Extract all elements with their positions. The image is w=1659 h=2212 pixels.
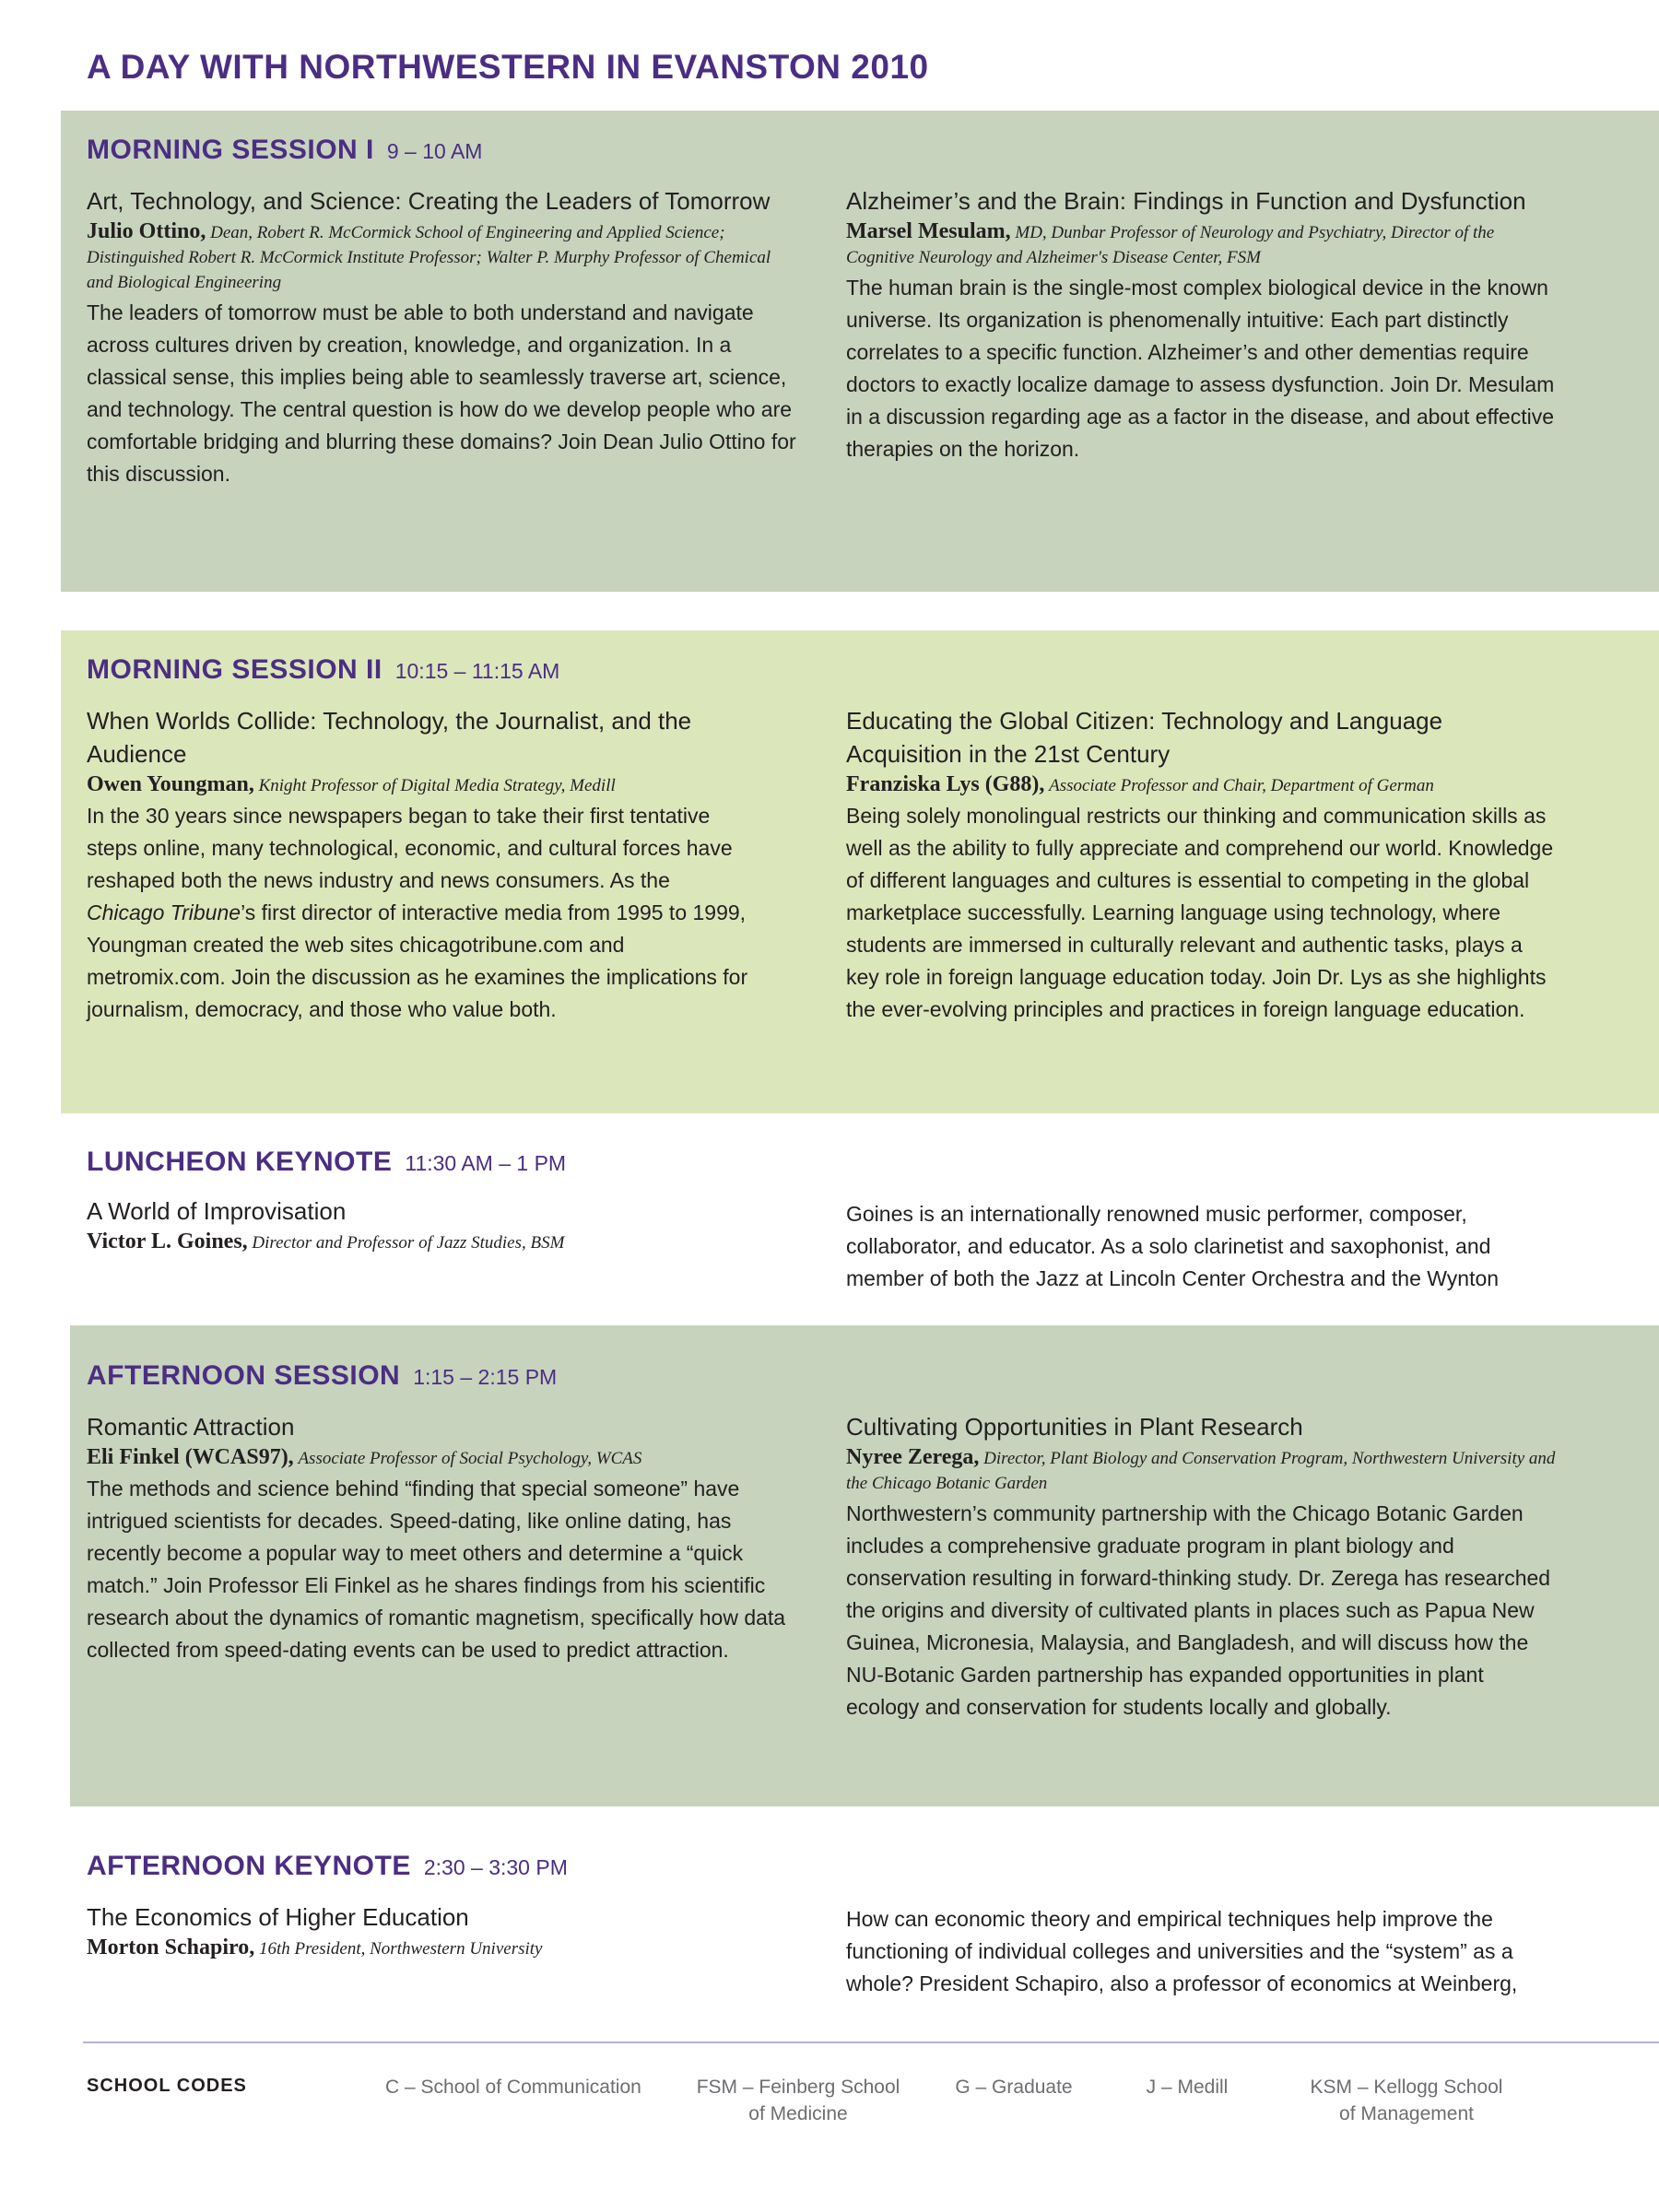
afternoon-keynote-heading: [87, 1851, 568, 1882]
speaker-line: [87, 1936, 796, 1961]
school-code-j: [1123, 2074, 1252, 2100]
speaker-name: Owen Youngman,: [87, 772, 254, 796]
description-part-1: In the 30 years since newspapers began to take their first tentative steps online, many technological, economic, and cultural forces have reshaped both the news industry and news consumers. As the: [87, 804, 733, 892]
talk-description: How can economic theory and empirical techniques help improve the functioning of individual colleges and universities and the “system” as a whole? President Schapiro, also a professor of economics at Weinberg,: [846, 1907, 1518, 1995]
section-title: MORNING SESSION II: [87, 654, 382, 685]
talk-world-of-improvisation: [87, 1194, 796, 1255]
speaker-role: 16th President, Northwestern University: [258, 1939, 543, 1959]
section-title: AFTERNOON KEYNOTE: [87, 1851, 411, 1881]
talk-title: When Worlds Collide: Technology, the Journalist, and the Audience: [87, 707, 692, 768]
afternoon-keynote-description: [846, 1901, 1556, 2000]
section-time: 9 – 10 AM: [386, 139, 483, 163]
speaker-line: [846, 219, 1556, 270]
talk-art-technology-science: [87, 184, 796, 490]
talk-description: The human brain is the single-most complex biological device in the known universe. Its organization is phenomenally intuitive: Each part distinctly correlates to a specific function. Alzheimer’s and other dementias require doctors to exactly localize damage to assess dysfunction. Join Dr. Mesulam in a discussion regarding age as a factor in the disease, and about effective therapies on the horizon.: [846, 276, 1555, 461]
speaker-role: MD, Dunbar Professor of Neurology and Psychiatry, Director of the Cognitive Neurology and Alzheimer's Disease Center, FSM: [846, 223, 1495, 267]
school-codes-label: SCHOOL CODES: [87, 2076, 247, 2096]
speaker-name: Victor L. Goines,: [87, 1230, 248, 1253]
code-text-line-2: of Management: [1339, 2103, 1474, 2124]
talk-educating-global-citizen: [846, 704, 1556, 1026]
speaker-role: Associate Professor of Social Psychology, WCAS: [298, 1449, 642, 1468]
code-text: C – School of Communication: [385, 2077, 641, 2098]
speaker-name: Eli Finkel (WCAS97),: [87, 1445, 294, 1469]
talk-description: The methods and science behind “finding that special someone” have intrigued scientists for decades. Speed-dating, like online dating, has recently become a popular way to meet others and determine a “quick match.” Join Professor Eli Finkel as he shares findings from his scientific research about the dynamics of romantic magnetism, specifically how data collected from speed-dating events can be used to predict attraction.: [87, 1477, 786, 1662]
speaker-role: Director and Professor of Jazz Studies, BSM: [252, 1233, 565, 1253]
talk-description: The leaders of tomorrow must be able to both understand and navigate across cultures driven by creation, knowledge, and organization. In a classical sense, this implies being able to seamlessly traverse art, science, and technology. The central question is how do we develop people who are comfortable bridging and blurring these domains? Join Dean Julio Ottino for this discussion.: [87, 300, 796, 486]
speaker-name: Nyree Zerega,: [846, 1445, 980, 1469]
talk-plant-research: [846, 1410, 1556, 1724]
speaker-line: [846, 1445, 1556, 1496]
luncheon-keynote-heading: [87, 1147, 566, 1178]
school-code-ksm: [1287, 2074, 1526, 2127]
school-code-fsm: [688, 2074, 909, 2127]
talk-romantic-attraction: [87, 1410, 796, 1666]
code-text: G – Graduate: [955, 2077, 1073, 2098]
speaker-name: Marsel Mesulam,: [846, 219, 1011, 243]
section-time: 10:15 – 11:15 AM: [394, 659, 560, 683]
speaker-name: Julio Ottino,: [87, 219, 206, 243]
talk-description: Being solely monolingual restricts our thinking and communication skills as well as the ability to fully appreciate and comprehend our world. Knowledge of different languages and cultures is essential to competing in the global marketplace successfully. Learning language using technology, where students are immersed in culturally relevant and authentic tasks, plays a key role in foreign language education today. Join Dr. Lys as she highlights the ever-evolving principles and practices in foreign language education.: [846, 804, 1554, 1021]
speaker-role: Knight Professor of Digital Media Strategy, Medill: [258, 776, 616, 795]
afternoon-session-heading: [87, 1360, 557, 1392]
code-text: KSM – Kellogg School: [1310, 2077, 1503, 2098]
section-time: 2:30 – 3:30 PM: [423, 1855, 568, 1879]
code-text: J – Medill: [1146, 2077, 1229, 2098]
footer-divider: [83, 2041, 1659, 2043]
section-title: AFTERNOON SESSION: [87, 1360, 401, 1391]
school-code-c: [385, 2074, 662, 2100]
code-text-line-2: of Medicine: [748, 2103, 848, 2124]
speaker-role: Dean, Robert R. McCormick School of Engineering and Applied Science; Distinguished Robert R. McCormick Institute Professor; Walter P. Murphy Professor of Chemical and Biological Engineering: [87, 223, 771, 292]
speaker-line: [846, 772, 1556, 798]
morning-session-2-heading: [87, 654, 559, 686]
talk-title: Art, Technology, and Science: Creating the Leaders of Tomorrow: [87, 187, 771, 215]
school-code-g: [949, 2074, 1078, 2100]
talk-title: Alzheimer’s and the Brain: Findings in Function and Dysfunction: [846, 187, 1526, 215]
talk-description: Northwestern’s community partnership with the Chicago Botanic Garden includes a comprehensive graduate program in plant biology and conservation resulting in forward-thinking study. Dr. Zerega has researched the origins and diversity of cultivated plants in places such as Papua New Guinea, Micronesia, Malaysia, and Bangladesh, and will discuss how the NU-Botanic Garden partnership has expanded opportunities in plant ecology and conservation for students locally and globally.: [846, 1501, 1551, 1719]
code-text: FSM – Feinberg School: [696, 2077, 900, 2098]
talk-description: Goines is an internationally renowned music performer, composer, collaborator, and educator. As a solo clarinetist and saxophonist, and member of both the Jazz at Lincoln Center Orchestra and the Wynton: [846, 1202, 1500, 1290]
talk-title: Educating the Global Citizen: Technology and Language Acquisition in the 21st Century: [846, 707, 1443, 768]
talk-title: The Economics of Higher Education: [87, 1903, 469, 1931]
speaker-line: [87, 1445, 796, 1471]
talk-alzheimers-brain: [846, 184, 1556, 465]
talk-title: Cultivating Opportunities in Plant Research: [846, 1413, 1303, 1441]
talk-title: A World of Improvisation: [87, 1197, 347, 1225]
luncheon-description: [846, 1196, 1556, 1295]
section-title: LUNCHEON KEYNOTE: [87, 1147, 393, 1177]
page-title: A DAY WITH NORTHWESTERN IN EVANSTON 2010: [87, 48, 929, 86]
section-time: 1:15 – 2:15 PM: [413, 1365, 558, 1389]
section-title: MORNING SESSION I: [87, 135, 374, 165]
morning-session-1-heading: [87, 135, 482, 166]
speaker-role: Associate Professor and Chair, Department of German: [1049, 776, 1434, 795]
talk-economics-higher-education: [87, 1900, 796, 1961]
speaker-line: [87, 772, 750, 798]
description-part-2: ’s first director of interactive media from 1995 to 1999, Youngman created the web sites chicagotribune.com and metromix.com. Join the discussion as he examines the implications for journalism, democracy, and those who value both.: [87, 900, 748, 1021]
speaker-line: [87, 1230, 796, 1255]
talk-description: [87, 800, 750, 1026]
talk-when-worlds-collide: [87, 704, 750, 1026]
talk-title: Romantic Attraction: [87, 1413, 295, 1441]
speaker-line: [87, 219, 796, 295]
publication-name: Chicago Tribune: [87, 900, 241, 924]
speaker-role: Director, Plant Biology and Conservation Program, Northwestern University and the Chicago Botanic Garden: [846, 1449, 1556, 1493]
speaker-name: Franziska Lys (G88),: [846, 772, 1045, 796]
speaker-name: Morton Schapiro,: [87, 1936, 255, 1959]
section-time: 11:30 AM – 1 PM: [405, 1151, 567, 1175]
